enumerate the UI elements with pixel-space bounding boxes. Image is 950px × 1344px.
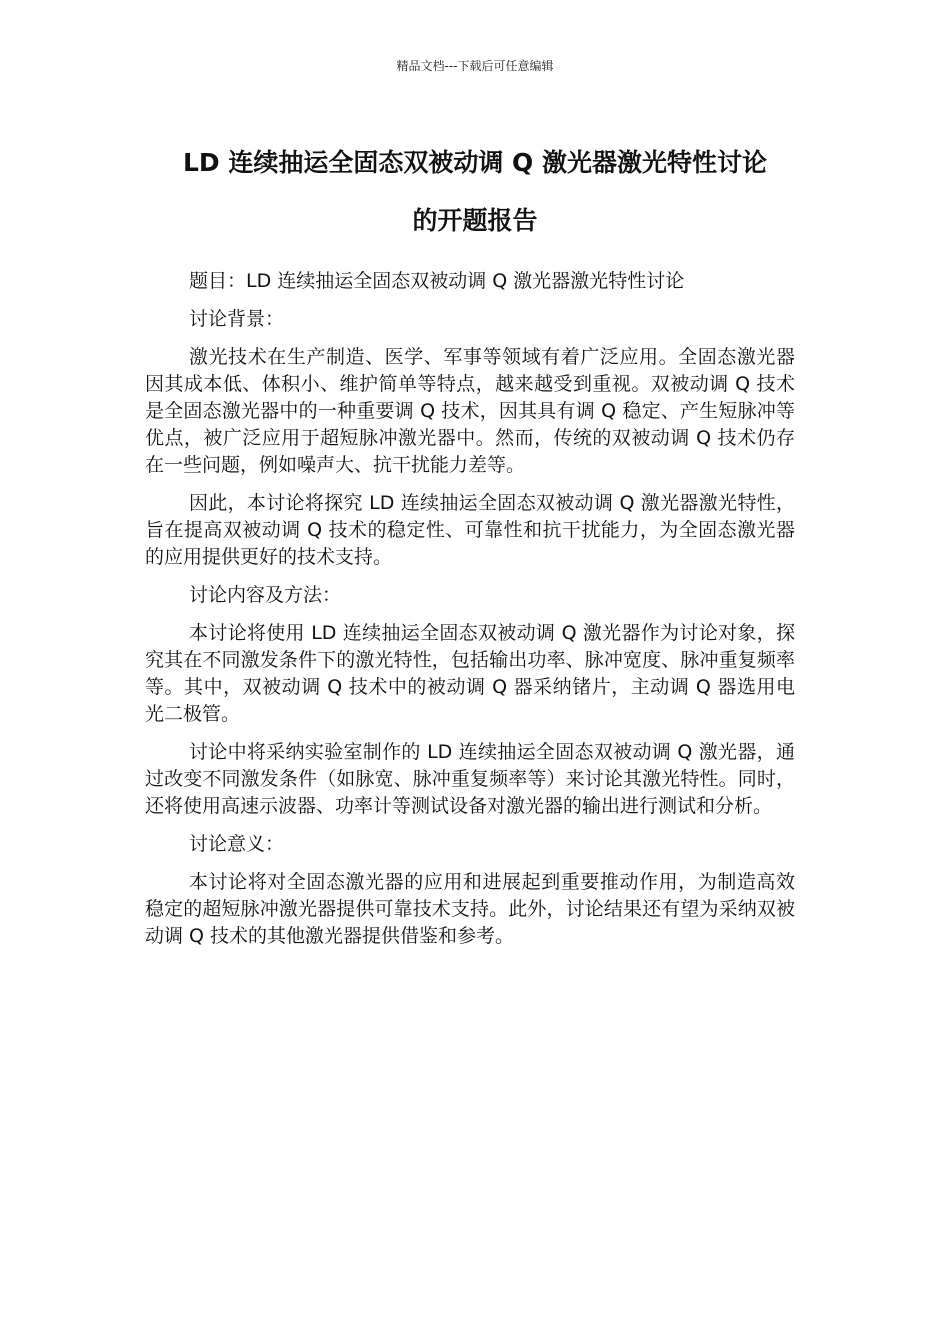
document-title [120,134,830,250]
topic-line: 题目：LD 连续抽运全固态双被动调 Q 激光器激光特性讨论 [189,270,685,292]
background-paragraph-1: 激光技术在生产制造、医学、军事等领域有着广泛应用。全固态激光器因其成本低、体积小、维护简单等特点，越来越受到重视。双被动调 Q 技术是全固态激光器中的一种重要调 Q 技术，因其具有调 Q 稳定、产生短脉冲等优点，被广泛应用于超短脉冲激光器中。然而，传统的双被动调 Q 技术仍存在一些问题，例如噪声大、抗干扰能力差等。 [145,346,795,476]
header-note: 精品文档---下载后可任意编辑 [396,59,554,73]
methods-paragraph-2: 讨论中将采纳实验室制作的 LD 连续抽运全固态双被动调 Q 激光器，通过改变不同激发条件（如脉宽、脉冲重复频率等）来讨论其激光特性。同时，还将使用高速示波器、功率计等测试设备对激光器的输出进行测试和分析。 [145,741,795,817]
title-line-2: 的开题报告 [412,206,538,235]
significance-paragraph: 本讨论将对全固态激光器的应用和进展起到重要推动作用，为制造高效稳定的超短脉冲激光器提供可靠技术支持。此外，讨论结果还有望为采纳双被动调 Q 技术的其他激光器提供借鉴和参考。 [145,871,795,947]
background-heading: 讨论背景： [189,308,285,330]
methods-heading: 讨论内容及方法： [189,584,342,606]
background-paragraph-2: 因此，本讨论将探究 LD 连续抽运全固态双被动调 Q 激光器激光特性，旨在提高双被动调 Q 技术的稳定性、可靠性和抗干扰能力，为全固态激光器的应用提供更好的技术支持。 [145,492,795,568]
significance-heading: 讨论意义： [189,833,285,855]
methods-paragraph-1: 本讨论将使用 LD 连续抽运全固态双被动调 Q 激光器作为讨论对象，探究其在不同激发条件下的激光特性，包括输出功率、脉冲宽度、脉冲重复频率等。其中，双被动调 Q 技术中的被动调 Q 器采纳锗片，主动调 Q 器选用电光二极管。 [145,622,795,725]
title-line-1: LD 连续抽运全固态双被动调 Q 激光器激光特性讨论 [182,148,768,177]
document-body [145,268,795,961]
